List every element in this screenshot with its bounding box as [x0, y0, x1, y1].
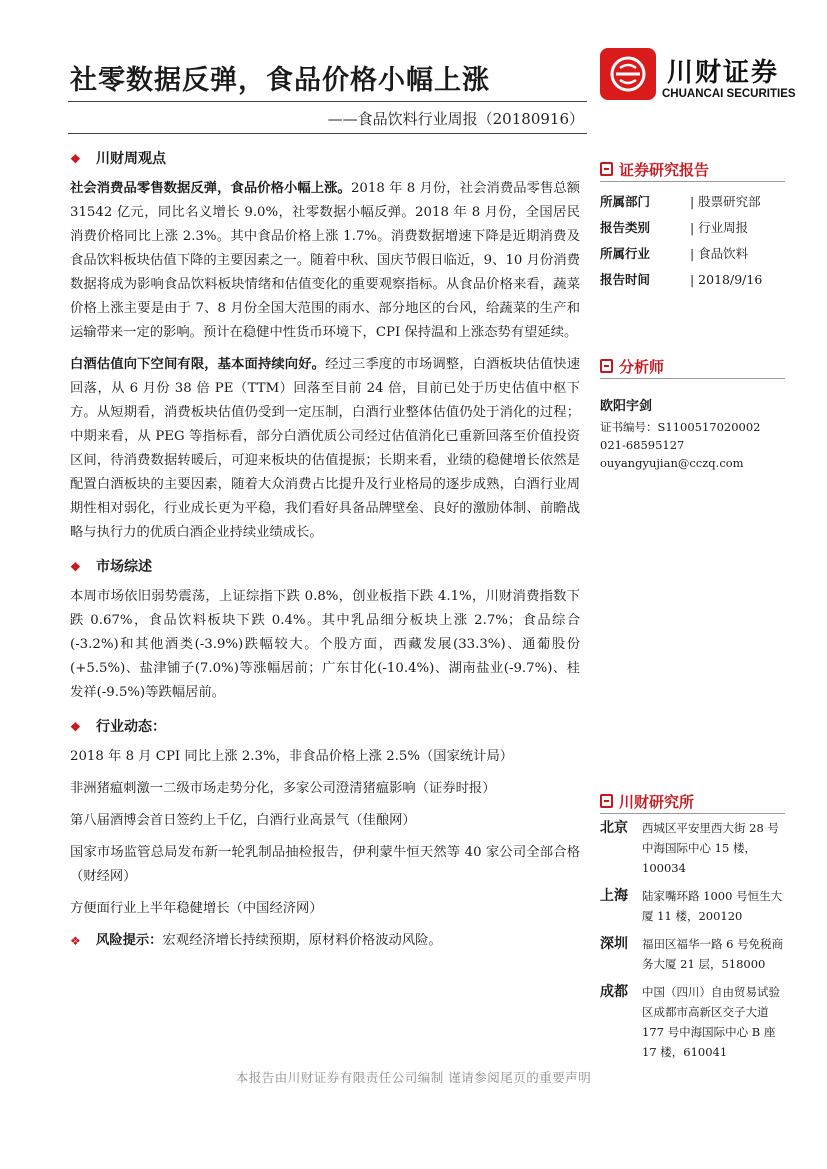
- paragraph-market: [70, 585, 580, 705]
- section-heading-market-review: [70, 553, 580, 581]
- diamond-bullet-icon: ❖: [70, 720, 81, 734]
- analyst-phone: 021-68595127: [600, 438, 685, 452]
- office-item: [600, 886, 790, 926]
- report-subtitle: ——食品饮料行业周报（20180916）: [327, 110, 584, 128]
- analyst-heading: [600, 357, 785, 379]
- info-label: 所属部门: [600, 194, 651, 209]
- section-mark-icon: [600, 359, 613, 373]
- paragraph-body: 本周市场依旧弱势震荡，上证综指下跌 0.8%，创业板指下跌 4.1%，川财消费指数下跌 0.67%，食品饮料板块下跌 0.4%。其中乳品细分板块上涨 2.7%；食品综合(-3.2%)和其他酒类(-3.9%)跌幅较大。个股方面，西藏发展(33.3%)、通葡股份(+5.5%)、盐津铺子(7.0%)等涨幅居前；广东甘化(-10.4%)、湖南盐业(-9.7%)、桂发祥(-9.5%)等跌幅居前。: [70, 589, 580, 700]
- paragraph-body: 经过三季度的市场调整，白酒板块估值快速回落，从 6 月份 38 倍 PE（TTM）回落至目前 24 倍，目前已处于历史估值中枢下方。从短期看，消费板块估值仍受到一定压制，白酒行业整体估值仍处于消化的过程；中期来看，从 PEG 等指标看，部分白酒优质公司经过估值消化已重新回落至价值投资区间，待消费数据转暖后，可迎来板块的估值提振；长期来看，业绩的稳健增长依然是配置白酒板块的主要因素，随着大众消费占比提升及行业格局的逐步成熟，白酒行业周期性相对弱化，行业成长更为平稳，我们看好具备品牌壁垒、良好的激励体制、前瞻战略与执行力的优质白酒企业持续业绩成长。: [70, 357, 581, 540]
- diamond-bullet-icon: ❖: [70, 152, 81, 166]
- main-content: [70, 145, 580, 953]
- analyst-email[interactable]: ouyangyujian@cczq.com: [600, 456, 744, 470]
- section-mark-icon: [600, 794, 613, 808]
- info-row-date: [600, 266, 785, 292]
- info-row-category: [600, 214, 785, 240]
- news-item: 非洲猪瘟刺激一二级市场走势分化，多家公司澄清猪瘟影响（证券时报）: [70, 781, 496, 796]
- risk-warning: [70, 929, 580, 953]
- office-city: 成都: [600, 984, 628, 1000]
- office-list: [600, 818, 790, 1070]
- office-item: [600, 982, 790, 1062]
- diamond-bullet-icon: ❖: [70, 560, 81, 574]
- section-heading-weekly-view: [70, 145, 580, 173]
- office-address: 西城区平安里西大街 28 号中海国际中心 15 楼，100034: [642, 821, 779, 875]
- analyst-heading-text: 分析师: [619, 357, 665, 376]
- section-mark-icon: [600, 162, 613, 176]
- logo-english-name: CHUANCAI SECURITIES: [662, 88, 796, 100]
- title-divider: [68, 101, 587, 102]
- chuancai-logo-icon: [600, 48, 656, 100]
- section-title: 市场综述: [96, 559, 152, 575]
- page-footer: 本报告由川财证券有限责任公司编制 谨请参阅尾页的重要声明: [235, 1070, 592, 1085]
- institute-heading: [600, 792, 785, 814]
- info-label: 报告类别: [600, 220, 651, 235]
- office-item: [600, 934, 790, 974]
- paragraph-consumption: [70, 177, 580, 345]
- info-row-department: [600, 188, 785, 214]
- logo-chinese-name: 川财证券: [667, 58, 780, 88]
- office-item: [600, 818, 790, 878]
- risk-text: 宏观经济增长持续预期，原材料价格波动风险。: [162, 933, 442, 948]
- section-title: 川财周观点: [96, 151, 166, 167]
- report-heading-text: 证券研究报告: [619, 160, 710, 179]
- news-item: 方便面行业上半年稳健增长（中国经济网）: [70, 901, 323, 916]
- office-address: 中国（四川）自由贸易试验区成都市高新区交子大道 177 号中海国际中心 B 座 17 楼，610041: [642, 985, 780, 1059]
- office-city: 上海: [600, 888, 628, 904]
- report-title: 社零数据反弹，食品价格小幅上涨: [70, 65, 490, 96]
- info-label: 所属行业: [600, 246, 651, 261]
- office-address: 福田区福华一路 6 号免税商务大厦 21 层，518000: [642, 937, 784, 971]
- section-title: 行业动态：: [96, 719, 166, 735]
- office-city: 北京: [600, 820, 628, 836]
- report-heading: [600, 160, 785, 182]
- paragraph-baijiu: [70, 353, 580, 545]
- subtitle-divider: [68, 133, 587, 134]
- diamond-bullet-icon: ❖: [70, 934, 81, 948]
- info-value: | 2018/9/16: [690, 271, 763, 287]
- news-item: 第八届酒博会首日签约上千亿，白酒行业高景气（佳酿网）: [70, 813, 416, 828]
- paragraph-lead: 社会消费品零售数据反弹，食品价格小幅上涨。: [70, 181, 351, 196]
- info-row-industry: [600, 240, 785, 266]
- institute-heading-text: 川财研究所: [619, 792, 695, 811]
- info-value: | 食品饮料: [690, 246, 749, 261]
- paragraph-lead: 白酒估值向下空间有限，基本面持续向好。: [70, 357, 326, 372]
- analyst-card: [600, 398, 785, 472]
- report-info: [600, 188, 785, 292]
- info-label: 报告时间: [600, 272, 651, 287]
- office-city: 深圳: [600, 936, 628, 952]
- news-item: 国家市场监管总局发布新一轮乳制品抽检报告，伊利蒙牛恒天然等 40 家公司全部合格（财经网）: [70, 845, 580, 884]
- info-value: | 股票研究部: [690, 194, 761, 209]
- section-heading-industry-news: [70, 713, 580, 741]
- news-item: 2018 年 8 月 CPI 同比上涨 2.3%，非食品价格上涨 2.5%（国家统计局）: [70, 749, 514, 764]
- analyst-name: 欧阳宇剑: [600, 399, 653, 414]
- info-value: | 行业周报: [690, 220, 749, 235]
- paragraph-body: 2018 年 8 月份，社会消费品零售总额 31542 亿元，同比名义增长 9.0%，社零数据小幅反弹。2018 年 8 月份，全国居民消费价格同比上涨 2.3%。其中食品价格上涨 1.7%。消费数据增速下降是近期消费及食品饮料板块估值下降的主要因素之一。随着中秋、国庆节假日临近，9、10 月份消费数据将成为影响食品饮料板块情绪和估值变化的重要观察指标。从食品价格来看，蔬菜价格上涨主要是由于 7、8 月份全国大范围的雨水、部分地区的台风，给蔬菜的生产和运输带来一定的影响。预计在稳健中性货币环境下，CPI 保持温和上涨态势有望延续。: [70, 181, 581, 340]
- analyst-cert: 证书编号：S1100517020002: [600, 420, 761, 434]
- risk-label: 风险提示：: [96, 933, 163, 948]
- office-address: 陆家嘴环路 1000 号恒生大厦 11 楼，200120: [642, 889, 783, 923]
